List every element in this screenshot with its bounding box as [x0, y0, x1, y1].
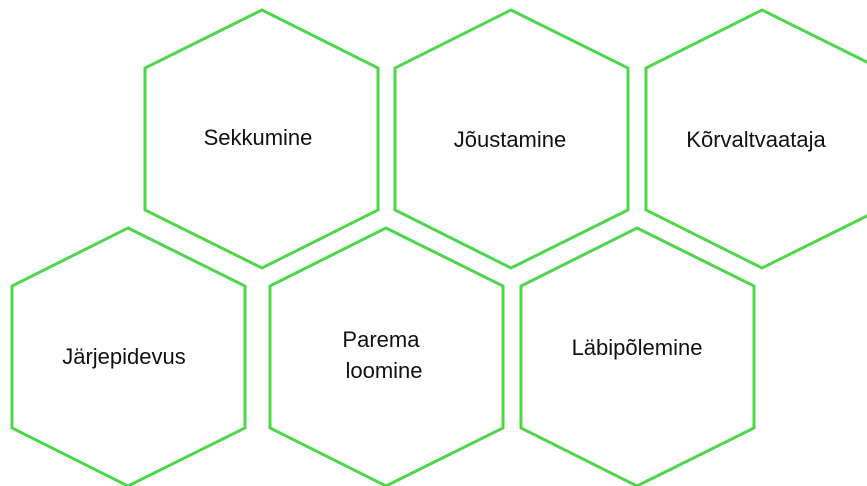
- hexagon-label-labipolemine: [572, 335, 703, 360]
- label-line: Kõrvaltvaataja: [686, 126, 826, 152]
- hexagon-joustamine: [395, 10, 628, 268]
- hexagon-korvaltvaataja: [646, 10, 867, 268]
- hexagon-labipolemine: [521, 228, 754, 486]
- label-line: Järjepidevus: [62, 343, 186, 369]
- label-line: Sekkumine: [203, 124, 313, 150]
- hexagon-label-joustamine: [454, 127, 567, 152]
- hexagon-sekkumine: [145, 10, 378, 268]
- hexagon-label-jarjepidevus: [62, 344, 186, 369]
- hexagon-parema-loomine: [270, 228, 503, 486]
- label-line: loomine: [345, 357, 423, 383]
- hexagon-label-sekkumine: [204, 125, 313, 150]
- hexagon-jarjepidevus: [12, 228, 245, 486]
- label-line: Parema: [342, 326, 420, 352]
- label-line: Jõustamine: [453, 126, 567, 152]
- hexagon-label-korvaltvaataja: [686, 127, 826, 152]
- label-line: Läbipõlemine: [571, 334, 703, 360]
